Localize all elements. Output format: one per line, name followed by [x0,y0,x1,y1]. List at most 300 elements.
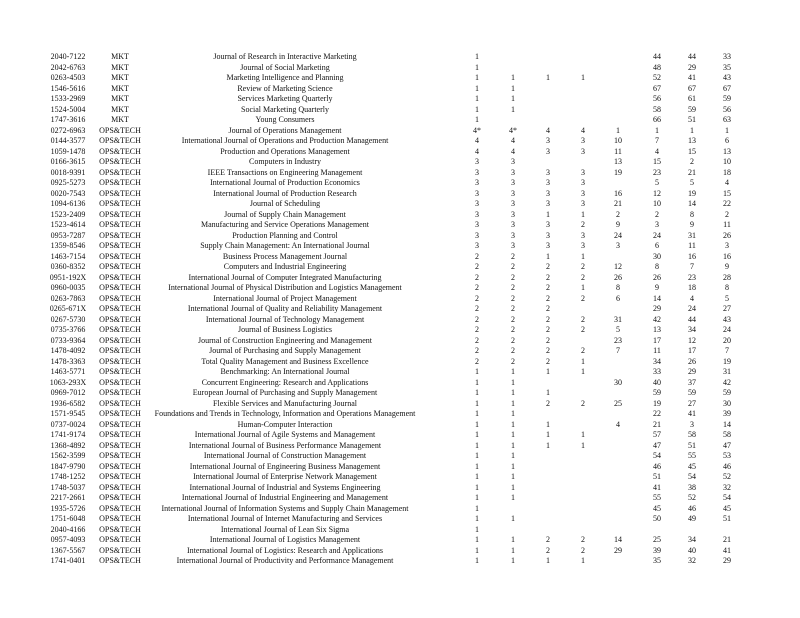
field-cell: OPS&TECH [99,367,141,376]
rank-value-cell [568,52,598,63]
rank-value-cell: 1 [690,125,694,135]
rank-value-cell [603,409,633,420]
table-row [0,231,800,242]
issn-cell: 1524-5004 [50,104,86,114]
rank-value-cell: 46 [723,461,731,471]
rank-value-cell: 3 [546,188,550,198]
rank-value-cell [603,105,633,116]
field-cell: OPS&TECH [99,398,141,408]
rank-value-cell: 1 [511,83,515,93]
rank-value-cell: 8 [690,209,694,219]
field-cell: OPS&TECH [99,209,141,219]
journal-title-cell: International Journal of Technology Management [205,314,365,324]
rank-value-cell: 32 [723,482,731,492]
issn-cell: 0360-8352 [50,262,86,271]
rank-value-cell [568,336,598,347]
journal-title-cell: Flexible Services and Manufacturing Journal [213,398,357,408]
issn-cell: 0020-7543 [50,188,86,198]
journal-title-cell: Computers in Industry [249,157,321,166]
journal-title-cell: Human-Computer Interaction [237,419,333,429]
issn-cell: 0951-192X [49,272,87,282]
rank-value-cell: 1 [546,251,550,261]
table-row [0,220,800,231]
rank-value-cell: 3 [511,199,515,208]
issn-cell: 1751-6048 [50,514,86,523]
rank-value-cell: 2 [616,209,620,219]
issn-cell: 1562-3599 [50,451,86,460]
rank-value-cell: 2 [725,209,729,219]
journal-title-cell: Total Quality Management and Business Excellence [201,356,369,366]
rank-value-cell: 56 [723,104,731,114]
rank-value-cell [568,504,598,515]
rank-value-cell: 3 [511,209,515,219]
journal-title-cell: Journal of Social Marketing [240,62,330,72]
table-row [0,504,800,515]
rank-value-cell: 3 [511,230,515,240]
rank-value-cell: 54 [723,493,731,502]
table-row [0,210,800,221]
table-row [0,441,800,452]
rank-value-cell: 3 [725,241,729,250]
rank-value-cell [603,556,633,567]
journal-title-cell: International Journal of Production Economics [210,178,360,187]
rank-value-cell: 2 [511,356,515,366]
rank-value-cell: 1 [581,556,585,565]
rank-value-cell: 24 [653,230,661,240]
field-cell: MKT [111,94,129,103]
rank-value-cell: 2 [546,325,550,334]
rank-value-cell: 29 [723,556,731,565]
rank-value-cell: 1 [581,73,585,82]
issn-cell: 1571-9545 [50,409,86,418]
rank-value-cell: 1 [581,209,585,219]
journal-title-cell: International Journal of Logistics Management [209,535,361,544]
rank-value-cell: 45 [688,461,696,471]
rank-value-cell [568,462,598,473]
rank-value-cell: 1 [546,419,550,429]
rank-value-cell [677,525,707,536]
table-row [0,73,800,84]
rank-value-cell [533,378,563,389]
rank-value-cell: 3 [581,136,585,145]
rank-value-cell [533,525,563,536]
rank-value-cell: 2 [475,293,479,303]
rank-value-cell: 2 [581,293,585,303]
field-cell: OPS&TECH [99,430,141,439]
rank-value-cell: 2 [581,545,585,555]
rank-value-cell: 15 [653,157,661,166]
table-row [0,157,800,168]
rank-value-cell: 11 [688,241,696,250]
issn-cell: 0960-0035 [50,283,86,292]
rank-value-cell [603,525,633,536]
rank-value-cell: 2 [475,304,479,313]
issn-cell: 0925-5273 [50,178,86,187]
rank-value-cell: 31 [723,367,731,376]
rank-value-cell: 59 [723,94,731,103]
issn-cell: 0272-6963 [50,125,86,135]
rank-value-cell: 1 [511,461,515,471]
rank-value-cell: 23 [688,272,696,282]
rank-value-cell: 28 [723,272,731,282]
rank-value-cell: 3 [475,157,479,166]
rank-value-cell [603,304,633,315]
rank-value-cell: 17 [688,346,696,355]
field-cell: OPS&TECH [99,157,141,166]
issn-cell: 1359-8546 [50,241,86,250]
rank-value-cell: 1 [511,472,515,481]
rank-value-cell [498,63,528,74]
rank-value-cell: 4 [475,136,479,145]
rank-value-cell: 3 [475,199,479,208]
rank-value-cell: 3 [581,167,585,177]
issn-cell: 1935-5726 [50,503,86,513]
rank-value-cell [533,504,563,515]
journal-title-cell: Journal of Business Logistics [238,325,332,334]
rank-value-cell [568,388,598,399]
journal-title-cell: Benchmarking: An International Journal [220,367,350,376]
field-cell: OPS&TECH [99,482,141,492]
rank-value-cell: 63 [723,115,731,124]
rank-value-cell: 2 [511,272,515,282]
rank-value-cell [568,472,598,483]
rank-value-cell: 1 [475,94,479,103]
rank-value-cell: 23 [614,335,622,345]
rank-value-cell: 26 [688,356,696,366]
field-cell: OPS&TECH [99,461,141,471]
journal-title-cell: International Journal of Industrial and Systems Engineering [189,482,381,492]
rank-value-cell: 2 [511,314,515,324]
rank-value-cell: 49 [688,514,696,523]
rank-value-cell: 1 [475,545,479,555]
issn-cell: 0735-3766 [50,325,86,334]
field-cell: OPS&TECH [99,325,141,334]
field-cell: OPS&TECH [99,440,141,450]
rank-value-cell: 1 [546,73,550,82]
rank-value-cell: 51 [723,514,731,523]
rank-value-cell: 25 [653,535,661,544]
rank-value-cell: 8 [655,262,659,271]
rank-value-cell: 1 [511,482,515,492]
rank-value-cell: 2 [511,325,515,334]
issn-cell: 2042-6763 [50,62,86,72]
rank-value-cell: 42 [653,314,661,324]
rank-value-cell: 27 [688,398,696,408]
rank-value-cell: 27 [723,304,731,313]
rank-value-cell: 4 [511,136,515,145]
rank-value-cell: 1 [546,440,550,450]
rank-value-cell: 50 [653,514,661,523]
journal-title-cell: Services Marketing Quarterly [237,94,333,103]
journal-title-cell: European Journal of Purchasing and Supply Management [192,388,378,397]
rank-value-cell: 6 [616,293,620,303]
rank-value-cell: 67 [723,83,731,93]
rank-value-cell: 52 [723,472,731,481]
rank-value-cell [533,105,563,116]
rank-value-cell [533,157,563,168]
table-row [0,294,800,305]
rank-value-cell: 6 [655,241,659,250]
rank-value-cell: 9 [690,220,694,229]
issn-cell: 1747-3616 [50,115,86,124]
rank-value-cell: 1 [475,524,479,534]
journal-title-cell: International Journal of Construction Management [203,451,367,460]
issn-cell: 0263-7863 [50,293,86,303]
rank-value-cell: 44 [688,314,696,324]
rank-value-cell [568,483,598,494]
rank-value-cell: 1 [546,209,550,219]
issn-cell: 1063-293X [49,377,87,387]
rank-value-cell: 2 [581,346,585,355]
issn-cell: 1367-5567 [50,545,86,555]
table-row [0,189,800,200]
rank-value-cell [603,462,633,473]
field-cell: OPS&TECH [99,503,141,513]
journal-title-cell: International Journal of Computer Integrated Manufacturing [188,272,382,282]
rank-value-cell: 23 [653,167,661,177]
rank-value-cell: 1 [511,556,515,565]
rank-value-cell: 4 [690,293,694,303]
rank-value-cell: 1 [511,535,515,544]
rank-value-cell [603,63,633,74]
field-cell: OPS&TECH [99,535,141,544]
journal-title-cell: Business Process Management Journal [222,251,348,261]
rank-value-cell: 29 [688,367,696,376]
rank-value-cell: 8 [616,283,620,292]
rank-value-cell: 1 [475,482,479,492]
rank-value-cell: 34 [653,356,661,366]
rank-value-cell: 1 [511,388,515,397]
rank-value-cell: 29 [688,62,696,72]
table-row [0,273,800,284]
rank-value-cell [603,357,633,368]
rank-value-cell: 1 [475,556,479,565]
rank-value-cell: 35 [723,62,731,72]
rank-value-cell: 3 [511,241,515,250]
rank-value-cell: 2 [475,251,479,261]
journal-title-cell: Social Marketing Quarterly [241,104,329,114]
rank-value-cell: 2 [511,293,515,303]
rank-value-cell: 1 [511,409,515,418]
rank-value-cell: 3 [475,241,479,250]
rank-value-cell: 3 [475,188,479,198]
table-row [0,168,800,179]
table-row [0,105,800,116]
journal-title-cell: International Journal of Lean Six Sigma [220,524,350,534]
rank-value-cell [533,483,563,494]
field-cell: OPS&TECH [99,188,141,198]
rank-value-cell: 61 [688,94,696,103]
rank-value-cell: 10 [653,199,661,208]
field-cell: OPS&TECH [99,493,141,502]
rank-value-cell: 1 [475,104,479,114]
rank-value-cell: 1 [511,493,515,502]
rank-value-cell: 55 [688,451,696,460]
rank-value-cell: 29 [653,304,661,313]
rank-value-cell: 2 [581,272,585,282]
rank-value-cell: 16 [688,251,696,261]
rank-value-cell: 44 [688,52,696,61]
rank-value-cell: 1 [511,398,515,408]
rank-value-cell: 59 [688,104,696,114]
journal-title-cell: Review of Marketing Science [237,83,333,93]
rank-value-cell: 12 [614,262,622,271]
rank-value-cell: 2 [475,356,479,366]
rank-value-cell: 1 [475,367,479,376]
rank-value-cell: 3 [475,209,479,219]
rank-value-cell [533,52,563,63]
journal-title-cell: Journal of Purchasing and Supply Management [209,346,361,355]
rank-value-cell: 58 [688,430,696,439]
rank-value-cell: 2 [546,293,550,303]
rank-value-cell [603,73,633,84]
table-row [0,472,800,483]
issn-cell: 1094-6136 [50,199,86,208]
rank-value-cell: 38 [688,482,696,492]
rank-value-cell: 18 [688,283,696,292]
rank-value-cell [533,493,563,504]
rank-value-cell: 21 [723,535,731,544]
rank-value-cell: 30 [614,377,622,387]
rank-value-cell: 5 [725,293,729,303]
journal-title-cell: International Journal of Project Management [213,293,357,303]
issn-cell: 0969-7012 [50,388,86,397]
rank-value-cell: 1 [511,514,515,523]
journal-title-cell: International Journal of Physical Distribution and Logistics Management [168,283,402,292]
rank-value-cell: 1 [475,377,479,387]
rank-value-cell: 32 [688,556,696,565]
rank-value-cell: 55 [653,493,661,502]
rank-value-cell: 12 [653,188,661,198]
field-cell: MKT [111,62,129,72]
rank-value-cell: 1 [475,398,479,408]
journal-title-cell: International Journal of Information Systems and Supply Chain Management [161,503,409,513]
rank-value-cell: 37 [688,377,696,387]
rank-value-cell: 3 [581,230,585,240]
rank-value-cell: 21 [614,199,622,208]
rank-value-cell: 2 [475,262,479,271]
rank-value-cell: 48 [653,62,661,72]
rank-value-cell: 3 [546,167,550,177]
table-row [0,535,800,546]
rank-value-cell: 21 [688,167,696,177]
rank-value-cell: 59 [723,388,731,397]
rank-value-cell: 13 [688,136,696,145]
rank-value-cell: 4 [581,125,585,135]
issn-cell: 2040-4166 [50,524,86,534]
table-row [0,94,800,105]
rank-value-cell: 3 [616,241,620,250]
journal-title-cell: Production Planning and Control [232,230,338,240]
field-cell: OPS&TECH [99,346,141,355]
rank-value-cell: 1 [511,377,515,387]
journal-title-cell: Young Consumers [255,115,315,124]
rank-value-cell: 3 [546,241,550,250]
rank-value-cell: 2 [475,272,479,282]
rank-value-cell: 41 [723,545,731,555]
rank-value-cell [603,252,633,263]
table-row [0,325,800,336]
rank-value-cell: 44 [653,52,661,61]
rank-value-cell: 1 [511,430,515,439]
rank-value-cell: 20 [723,335,731,345]
rank-value-cell: 33 [723,52,731,61]
rank-value-cell: 1 [475,419,479,429]
rank-value-cell: 51 [688,115,696,124]
rank-value-cell: 51 [653,472,661,481]
issn-cell: 0018-9391 [50,167,86,177]
rank-value-cell: 2 [546,535,550,544]
field-cell: OPS&TECH [99,314,141,324]
journal-title-cell: Computers and Industrial Engineering [223,262,347,271]
rank-value-cell: 52 [688,493,696,502]
rank-value-cell: 31 [688,230,696,240]
rank-value-cell [498,115,528,126]
rank-value-cell: 35 [653,556,661,565]
rank-value-cell: 58 [653,104,661,114]
journal-title-cell: Foundations and Trends in Technology, Information and Operations Management [154,409,416,418]
field-cell: OPS&TECH [99,230,141,240]
rank-value-cell: 5 [690,178,694,187]
rank-value-cell: 2 [546,346,550,355]
rank-value-cell: 1 [475,503,479,513]
rank-value-cell: 1 [475,62,479,72]
rank-value-cell [603,115,633,126]
table-row [0,388,800,399]
rank-value-cell: 19 [723,356,731,366]
table-row [0,315,800,326]
rank-value-cell: 22 [723,199,731,208]
field-cell: OPS&TECH [99,409,141,418]
rank-value-cell [498,525,528,536]
rank-value-cell: 43 [723,73,731,82]
rank-value-cell: 25 [614,398,622,408]
table-row [0,420,800,431]
rank-value-cell [568,63,598,74]
rank-value-cell: 5 [655,178,659,187]
rank-value-cell: 40 [653,377,661,387]
table-row [0,556,800,567]
table-row [0,357,800,368]
journal-title-cell: International Journal of Quality and Reliability Management [187,304,383,313]
table-row [0,336,800,347]
rank-value-cell: 59 [688,388,696,397]
rank-value-cell: 67 [653,83,661,93]
rank-value-cell: 16 [723,251,731,261]
rank-value-cell: 2 [581,325,585,334]
rank-value-cell: 2 [581,398,585,408]
rank-value-cell: 39 [723,409,731,418]
rank-value-cell: 29 [614,545,622,555]
rank-value-cell [533,84,563,95]
journal-title-cell: Journal of Construction Engineering and Management [198,335,372,345]
rank-value-cell [603,504,633,515]
rank-value-cell [568,94,598,105]
rank-value-cell [533,462,563,473]
journal-title-cell: International Journal of Business Performance Management [188,440,382,450]
journal-title-cell: International Journal of Productivity and Performance Management [176,556,394,565]
table-row [0,525,800,536]
rank-value-cell [533,472,563,483]
issn-cell: 1368-4892 [50,440,86,450]
rank-value-cell: 2 [546,398,550,408]
rank-value-cell: 54 [688,472,696,481]
journal-title-cell: International Journal of Operations and Production Management [181,136,389,145]
rank-value-cell: 8 [725,283,729,292]
rank-value-cell: 1 [546,430,550,439]
issn-cell: 0265-671X [49,304,87,313]
rank-value-cell: 3 [546,136,550,145]
